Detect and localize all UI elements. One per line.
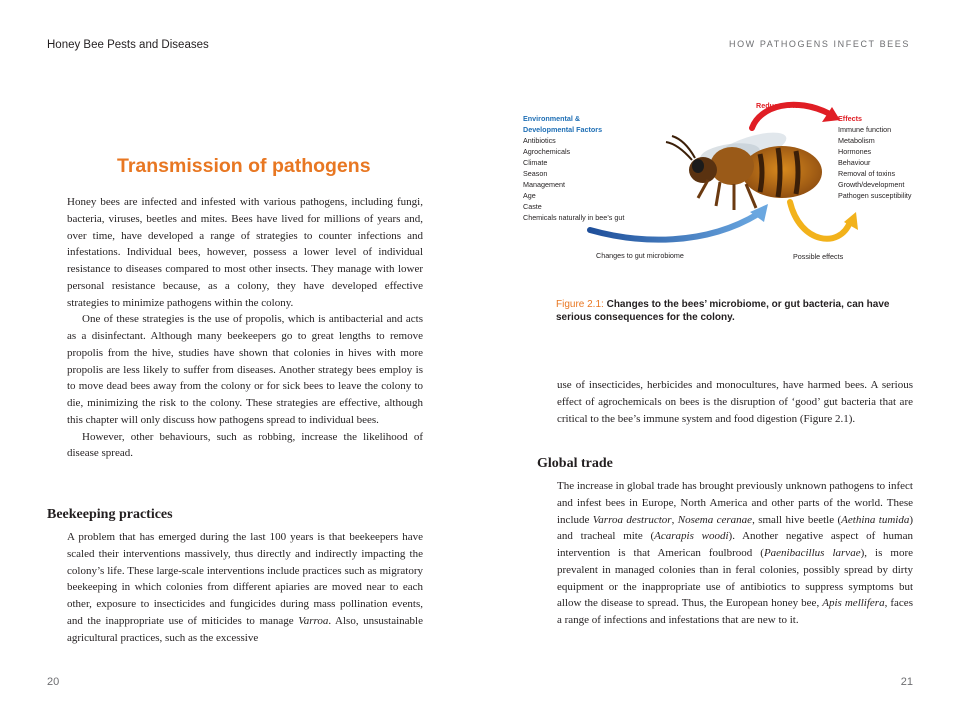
- env-item: Season: [523, 169, 548, 178]
- global-trade-heading: Global trade: [537, 456, 613, 471]
- section-title: Transmission of pathogens: [117, 155, 371, 177]
- page-number-left: 20: [47, 676, 60, 688]
- italic-term: Varroa destructor: [592, 513, 672, 526]
- env-item: Management: [523, 180, 565, 189]
- continuation-text: [557, 377, 913, 427]
- possible-effects-label: Possible effects: [793, 252, 844, 261]
- italic-term: Varroa: [298, 614, 329, 627]
- page-number-right: 21: [900, 676, 913, 688]
- text-run: ), is more prevalent in managed colonies than in feral colonies, possibly spread by dirty equipment or the inappropriate use of antibiotics to suppress symptoms but allow the disease to spread. Thus, the European honey bee,: [557, 547, 913, 610]
- text-run: The increase in global trade has brought previously unknown pathogens to infect and infest bees in Europe, North America and other parts of the world. These include: [557, 480, 913, 526]
- intro-paragraph: Honey bees are infected and infested with various pathogens, including fungi, bacteria, viruses, beetles and mites. Bees have lived for millions of years and, over time, have developed a range of strategies to counter infections and infestations. Individual bees, however, possess a lower level of individual resistance to diseases compared to most other insects. They manage with lower personal resistance because, as a colony, they have developed effective strategies to minimize pathogens within the colony.: [67, 196, 423, 309]
- italic-term: Nosema ceranae: [677, 513, 753, 526]
- beekeeping-text: [67, 529, 423, 646]
- caption-label: Figure 2.1:: [556, 299, 604, 310]
- env-heading: Environmental &: [523, 114, 581, 123]
- text-run: , small hive beetle (: [752, 513, 842, 526]
- italic-term: Apis mellifera: [822, 597, 885, 610]
- continuation-paragraph: use of insecticides, herbicides and monocultures, have harmed bees. A serious effect of agrochemicals on bees is the disruption of ‘good’ gut bacteria that are critical to the bee’s immune system and food digestion (Figure 2.1).: [557, 379, 913, 425]
- effects-heading: Effects: [838, 114, 862, 123]
- effect-item: Pathogen susceptibility: [838, 191, 912, 200]
- reduced-fitness-label: Reduced Fitness: [756, 101, 814, 110]
- intro-paragraph: However, other behaviours, such as robbing, increase the likelihood of disease spread.: [67, 430, 423, 460]
- running-header-left: Honey Bee Pests and Diseases: [47, 39, 209, 51]
- text-run: ) and tracheal mite (: [557, 513, 914, 543]
- effect-item: Metabolism: [838, 136, 875, 145]
- env-item: Agrochemicals: [523, 147, 571, 156]
- text-run: . Also, unsustainable agricultural practices, such as the excessive: [67, 614, 423, 644]
- env-factors-list: [523, 113, 624, 223]
- italic-term: Paenibacillus larvae: [763, 547, 861, 559]
- effect-item: Behaviour: [838, 158, 871, 167]
- figure-microbiome: [520, 94, 930, 269]
- effects-list: [838, 113, 912, 201]
- italic-term: Acarapis woodi: [654, 530, 729, 543]
- intro-text: [67, 194, 423, 462]
- env-item: Age: [523, 191, 536, 200]
- env-item: Caste: [523, 202, 542, 211]
- effect-item: Growth/development: [838, 180, 905, 189]
- effect-item: Removal of toxins: [838, 169, 896, 178]
- possible-effects-arrow: [790, 202, 850, 239]
- env-item: Antibiotics: [523, 136, 556, 145]
- intro-paragraph: One of these strategies is the use of propolis, which is antibacterial and acts as a disinfectant. Although many beekeepers go to great lengths to remove propolis from the hive, studies have shown that colonies in hives with more propolis are less likely to suffer from diseases. Another strategy bees employ is to move dead bees away from the colony or for sick bees to leave the colony to die, minimizing the risk to the colony. These strategies are effective, although this chapter will only discuss how pathogens spread to individual bees.: [67, 313, 423, 426]
- beekeeping-paragraph: [67, 529, 423, 646]
- honey-bee-image: [666, 126, 822, 210]
- global-trade-paragraph: [557, 478, 913, 629]
- beekeeping-heading: Beekeeping practices: [47, 507, 173, 522]
- env-item: Climate: [523, 158, 548, 167]
- text-run: ). Another negative aspect of human intervention is that American foulbrood (: [557, 530, 913, 559]
- text-run: ,: [671, 513, 678, 526]
- caption-text: Changes to the bees’ microbiome, or gut bacteria, can have serious consequences for the colony.: [556, 299, 890, 323]
- text-run: , faces a range of infections and infestations that are new to it.: [557, 597, 913, 626]
- figure-caption: [556, 298, 906, 324]
- global-trade-text: [557, 478, 913, 629]
- effect-item: Immune function: [838, 125, 892, 134]
- effect-item: Hormones: [838, 147, 872, 156]
- env-heading: Developmental Factors: [523, 125, 603, 134]
- italic-term: Aethina tumida: [841, 513, 910, 526]
- gut-microbiome-label: Changes to gut microbiome: [596, 251, 684, 260]
- text-run: A problem that has emerged during the last 100 years is that beekeepers have scaled their interventions massively, thus directly and indirectly impacting the colony’s life. These large-scale interventions include practices such as migratory beekeeping in which colonies from different apiaries are moved near to each other, exposure to insecticides and fungicides during mass pollination events, and the inappropriate use of miticides to manage: [67, 531, 423, 627]
- env-item: Chemicals naturally in bee’s gut: [523, 213, 625, 222]
- running-header-right: HOW PATHOGENS INFECT BEES: [728, 39, 910, 49]
